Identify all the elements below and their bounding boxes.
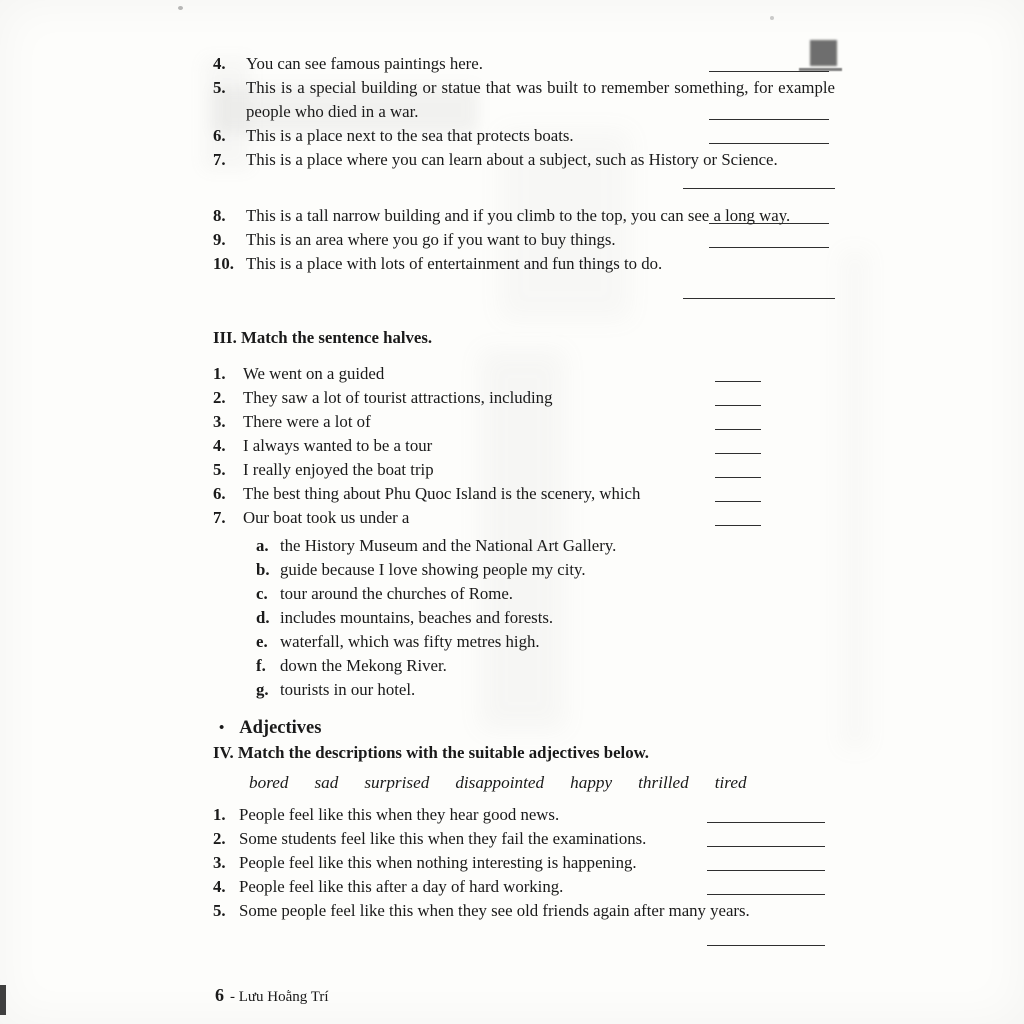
answer-blank: [709, 143, 829, 144]
scan-artifact: [770, 16, 774, 20]
question-item: [213, 803, 825, 827]
match-stem-row: [213, 506, 761, 530]
question-item: [213, 204, 835, 228]
question-number: 4.: [213, 54, 226, 73]
question-text: This is a place next to the sea that protects boats.: [246, 126, 574, 145]
word-bank-item: happy: [570, 773, 613, 792]
match-option: [256, 678, 835, 702]
question-body: [246, 52, 835, 76]
answer-blank: [709, 119, 829, 120]
word-bank-item: sad: [314, 773, 339, 792]
adjectives-heading: Adjectives: [239, 718, 322, 738]
match-option: [256, 606, 835, 630]
question-text: People feel like this when they hear good news.: [239, 805, 560, 824]
option-text: the History Museum and the National Art Gallery.: [280, 536, 617, 555]
question-item: [213, 228, 835, 252]
match-options: [256, 534, 835, 702]
match-stem-text: There were a lot of: [243, 412, 371, 431]
question-text: You can see famous paintings here.: [246, 54, 483, 73]
match-answer-blank: [715, 370, 761, 382]
match-answer-blank: [715, 490, 761, 502]
option-letter: e.: [256, 632, 268, 651]
option-text: waterfall, which was fifty metres high.: [280, 632, 540, 651]
section-heading: III. Match the sentence halves.: [213, 328, 433, 347]
question-item: [213, 252, 835, 276]
author-name: - Lưu Hoằng Trí: [230, 989, 329, 1005]
question-number: 3.: [213, 412, 226, 431]
option-letter: d.: [256, 608, 270, 627]
question-text: This is a place where you can learn about a subject, such as History or Science.: [246, 150, 778, 169]
match-stem-text: Our boat took us under a: [243, 508, 410, 527]
option-text: tour around the churches of Rome.: [280, 584, 514, 603]
adjectives-heading-row: [213, 715, 835, 741]
answer-blank: [709, 223, 829, 224]
match-answer-blank: [715, 466, 761, 478]
question-number: 4.: [213, 877, 226, 896]
match-answer-blank: [715, 394, 761, 406]
option-text: guide because I love showing people my city.: [280, 560, 586, 579]
match-stem-row: [213, 410, 761, 434]
match-answer-blank: [715, 442, 761, 454]
question-item: [213, 148, 835, 172]
question-item: [213, 899, 825, 923]
question-item: [213, 124, 835, 148]
section-heading: IV. Match the descriptions with the suitable adjectives below.: [213, 743, 649, 762]
question-number: 6.: [213, 126, 226, 145]
match-answer-blank: [715, 418, 761, 430]
question-body: [246, 148, 835, 172]
scan-artifact: [178, 6, 183, 10]
answer-blank: [707, 835, 825, 847]
question-number: 7.: [213, 508, 226, 527]
question-text: Some people feel like this when they see old friends again after many years.: [239, 901, 750, 920]
question-number: 2.: [213, 388, 226, 407]
question-text: This is an area where you go if you want to buy things.: [246, 230, 616, 249]
question-text: This is a place with lots of entertainment and fun things to do.: [246, 254, 663, 273]
question-number: 5.: [213, 78, 226, 97]
question-item: [213, 875, 825, 899]
question-body: [246, 252, 835, 276]
question-item: [213, 76, 835, 124]
option-text: tourists in our hotel.: [280, 680, 416, 699]
question-number: 6.: [213, 484, 226, 503]
question-number: 1.: [213, 805, 226, 824]
match-stem-text: The best thing about Phu Quoc Island is the scenery, which: [243, 484, 641, 503]
word-bank-item: thrilled: [638, 773, 689, 792]
match-stem-row: [213, 362, 761, 386]
question-text: People feel like this after a day of hard working.: [239, 877, 564, 896]
word-bank-item: bored: [249, 773, 289, 792]
question-text: This is a special building or statue that was built to remember something, for example people who died in a war.: [246, 78, 835, 121]
match-stem-text: They saw a lot of tourist attractions, including: [243, 388, 553, 407]
answer-blank: [707, 859, 825, 871]
match-stem-text: I always wanted to be a tour: [243, 436, 433, 455]
question-body: [246, 228, 835, 252]
answer-blank-row: [213, 929, 825, 953]
bleedthrough-artifact: [840, 250, 870, 750]
question-text: People feel like this when nothing interesting is happening.: [239, 853, 637, 872]
match-stem-text: I really enjoyed the boat trip: [243, 460, 434, 479]
question-item: [213, 827, 825, 851]
question-number: 8.: [213, 206, 226, 225]
match-stem-row: [213, 482, 761, 506]
question-text: Some students feel like this when they fail the examinations.: [239, 829, 647, 848]
question-number: 5.: [213, 460, 226, 479]
question-body: [246, 124, 835, 148]
question-number: 9.: [213, 230, 226, 249]
match-stem-row: [213, 458, 761, 482]
option-letter: g.: [256, 680, 269, 699]
answer-blank-row: [213, 172, 835, 196]
option-letter: c.: [256, 584, 268, 603]
question-number: 4.: [213, 436, 226, 455]
match-answer-blank: [715, 514, 761, 526]
question-number: 2.: [213, 829, 226, 848]
match-option: [256, 534, 835, 558]
answer-blank: [709, 247, 829, 248]
answer-blank: [709, 71, 829, 72]
match-option: [256, 654, 835, 678]
answer-blank: [683, 173, 835, 189]
question-number: 7.: [213, 150, 226, 169]
page-number: 6: [215, 985, 224, 1005]
footer: [215, 983, 329, 1009]
page-content: [213, 52, 835, 953]
question-number: 1.: [213, 364, 226, 383]
question-body: [246, 76, 835, 124]
answer-blank: [683, 283, 835, 299]
match-option: [256, 582, 835, 606]
question-number: 10.: [213, 254, 234, 273]
answer-blank: [707, 811, 825, 823]
bullet-icon: •: [219, 720, 225, 736]
option-text: down the Mekong River.: [280, 656, 447, 675]
option-letter: f.: [256, 656, 266, 675]
match-stem-text: We went on a guided: [243, 364, 385, 383]
word-bank-item: disappointed: [455, 773, 545, 792]
match-stem-row: [213, 434, 761, 458]
question-number: 3.: [213, 853, 226, 872]
match-option: [256, 558, 835, 582]
answer-blank: [707, 883, 825, 895]
option-letter: b.: [256, 560, 270, 579]
question-item: [213, 52, 835, 76]
question-number: 5.: [213, 901, 226, 920]
question-body: [246, 204, 835, 228]
word-bank: [249, 771, 835, 795]
answer-blank-row: [213, 282, 835, 306]
answer-blank: [707, 930, 825, 946]
option-text: includes mountains, beaches and forests.: [280, 608, 554, 627]
scan-artifact: [0, 985, 6, 1015]
match-stem-row: [213, 386, 761, 410]
word-bank-item: tired: [714, 773, 747, 792]
word-bank-item: surprised: [364, 773, 430, 792]
match-option: [256, 630, 835, 654]
question-text: This is a tall narrow building and if you climb to the top, you can see a long way.: [246, 206, 791, 225]
question-item: [213, 851, 825, 875]
option-letter: a.: [256, 536, 269, 555]
